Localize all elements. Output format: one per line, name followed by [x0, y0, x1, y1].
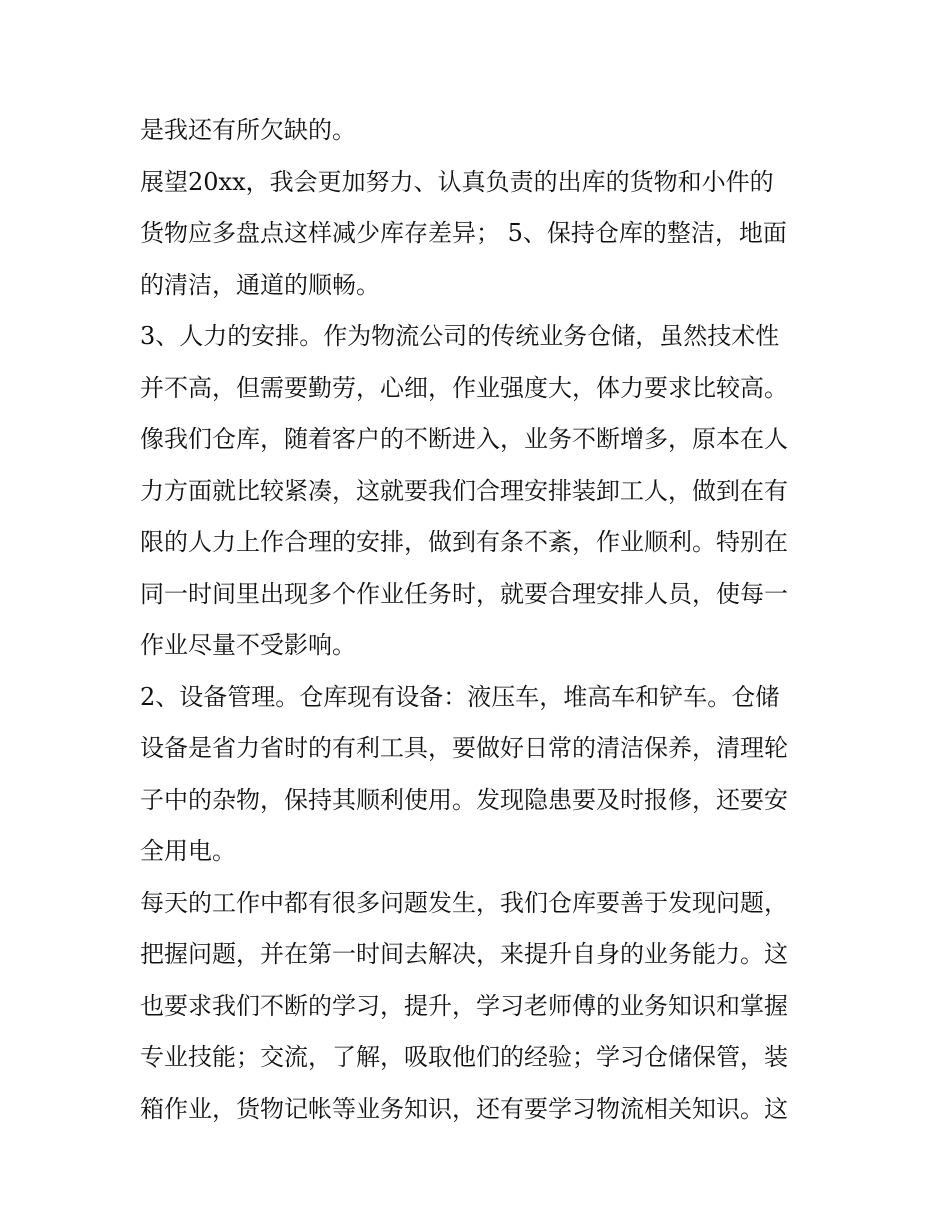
text-line: 箱作业，货物记帐等业务知识，还有要学习物流相关知识。这	[140, 1094, 788, 1123]
text-line: 像我们仓库，随着客户的不断进入，业务不断增多，原本在人	[140, 425, 788, 453]
text-line: 设备是省力省时的有利工具，要做好日常的清洁保养，清理轮	[140, 734, 788, 762]
text-line: 并不高，但需要勤劳，心细，作业强度大，体力要求比较高。	[140, 373, 788, 402]
text-line: 同一时间里出现多个作业任务时，就要合理安排人员，使每一	[140, 579, 788, 608]
text-line: 展望20xx，我会更加努力、认真负责的出库的货物和小件的	[140, 167, 774, 196]
body-text	[140, 105, 820, 1135]
text-line: 也要求我们不断的学习，提升，学习老师傅的业务知识和掌握	[140, 991, 788, 1020]
text-line: 2、设备管理。仓库现有设备：液压车，堆高车和铲车。仓储	[140, 682, 780, 711]
text-line: 作业尽量不受影响。	[140, 631, 356, 659]
text-line: 限的人力上作合理的安排，做到有条不紊，作业顺利。特别在	[140, 528, 788, 556]
text-line: 货物应多盘点这样减少库存差异； 5、保持仓库的整洁，地面	[140, 219, 787, 247]
text-line: 每天的工作中都有很多问题发生，我们仓库要善于发现问题，	[140, 888, 788, 917]
text-line: 专业技能；交流，了解，吸取他们的经验；学习仓储保管，装	[140, 1043, 788, 1071]
text-line: 全用电。	[140, 837, 236, 865]
text-line: 把握问题，并在第一时间去解决，来提升自身的业务能力。这	[140, 940, 788, 968]
text-line: 3、人力的安排。作为物流公司的传统业务仓储，虽然技术性	[140, 322, 780, 350]
text-line: 力方面就比较紧凑，这就要我们合理安排装卸工人，做到在有	[140, 476, 788, 505]
text-line: 子中的杂物，保持其顺利使用。发现隐患要及时报修，还要安	[140, 785, 788, 814]
text-line: 是我还有所欠缺的。	[140, 116, 356, 144]
text-line: 的清洁，通道的顺畅。	[140, 270, 380, 299]
